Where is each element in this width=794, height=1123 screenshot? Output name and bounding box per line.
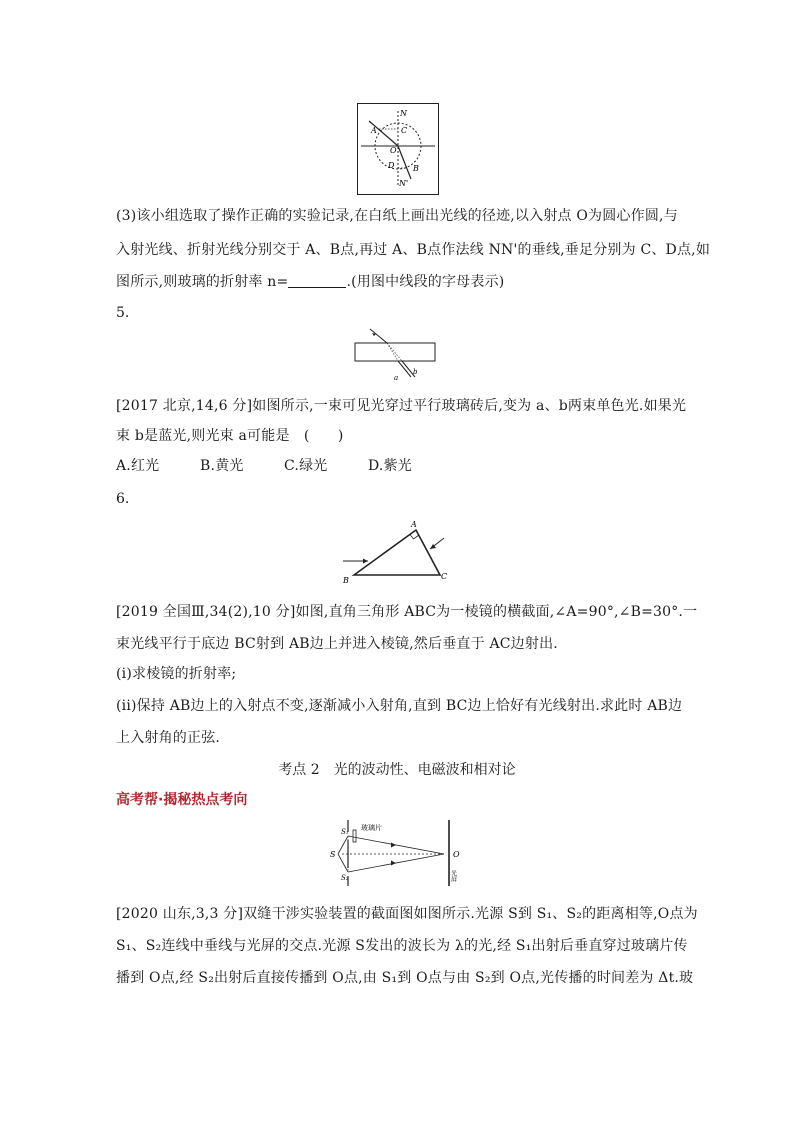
fig1-label-A: A [371, 126, 377, 135]
q7-fig-label-S1: S₁ [341, 828, 349, 836]
fig1-label-N: N [400, 109, 407, 118]
q5-option-a: A.红光 [116, 458, 160, 474]
q5-line2: 束 b是蓝光,则光束 a可能是 ( ) [116, 428, 344, 444]
q6-line2: 束光线平行于底边 BC射到 AB边上并进入棱镜,然后垂直于 AC边射出. [116, 636, 558, 652]
answer-blank [288, 273, 346, 288]
q6-line5: 上入射角的正弦. [116, 730, 221, 746]
q6-line4: (ii)保持 AB边上的入射点不变,逐渐减小入射角,直到 BC边上恰好有光线射出.求此时 AB边 [116, 698, 683, 714]
q5-option-b: B.黄光 [200, 458, 244, 474]
figure-double-slit [326, 818, 466, 888]
figure-triangle-prism [340, 517, 460, 587]
q4-part3-line3-b: .(用图中线段的字母表示) [346, 274, 505, 290]
q5-number: 5. [116, 305, 130, 321]
section-red-heading: 高考帮·揭秘热点考向 [116, 792, 248, 808]
q7-fig-label-O: O [453, 850, 460, 859]
q7-fig-label-glass: 玻璃片 [361, 824, 382, 832]
q7-fig-label-screen: 光屏 [449, 870, 457, 882]
q5-fig-label-a: a [394, 374, 399, 382]
fig1-label-D: D [388, 161, 395, 170]
fig1-label-O: O [390, 146, 397, 155]
q6-number: 6. [116, 491, 130, 507]
q6-line1: [2019 全国Ⅲ,34(2),10 分]如图,直角三角形 ABC为一棱镜的横截面,∠A=90°,∠B=30°.一 [116, 604, 698, 620]
q7-line3: 播到 O点,经 S₂出射后直接传播到 O点,由 S₁到 O点与由 S₂到 O点,光传播的时间差为 Δt.玻 [116, 970, 694, 986]
fig1-label-N-prime: N' [399, 179, 409, 188]
figure-glass-slab [350, 327, 442, 387]
q5-option-c: C.绿光 [284, 458, 328, 474]
q6-line3: (i)求棱镜的折射率; [116, 666, 237, 682]
q5-options [116, 456, 686, 476]
q6-fig-label-A: A [411, 520, 417, 529]
q4-part3-line2: 入射光线、折射光线分别交于 A、B点,再过 A、B点作法线 NN'的垂线,垂足分别为 C、D点,如 [116, 242, 711, 258]
fig1-label-C: C [401, 126, 408, 135]
q7-line2: S₁、S₂连线中垂线与光屏的交点.光源 S发出的波长为 λ的光,经 S₁出射后垂直穿过玻璃片传 [116, 938, 688, 954]
q4-part3-line3 [116, 272, 686, 292]
q4-part3-line3-a: 图所示,则玻璃的折射率 n= [116, 274, 289, 290]
fig1-label-B: B [413, 164, 419, 173]
q7-line1: [2020 山东,3,3 分]双缝干涉实验装置的截面图如图所示.光源 S到 S₁、S₂的距离相等,O点为 [116, 906, 698, 922]
q6-fig-label-C: C [441, 572, 448, 581]
q7-fig-label-S: S [330, 850, 336, 859]
q7-fig-label-S2: S₂ [341, 874, 349, 882]
q5-option-d: D.紫光 [368, 458, 412, 474]
q5-fig-label-b: b [413, 368, 418, 376]
q6-fig-label-B: B [343, 576, 349, 585]
section-title: 考点 2 光的波动性、电磁波和相对论 [278, 762, 516, 778]
q5-line1: [2017 北京,14,6 分]如图所示,一束可见光穿过平行玻璃砖后,变为 a、b两束单色光.如果光 [116, 398, 687, 414]
q4-part3-line1: (3)该小组选取了操作正确的实验记录,在白纸上画出光线的径迹,以入射点 O为圆心作圆,与 [116, 208, 678, 224]
figure-refraction-circle [357, 103, 439, 195]
